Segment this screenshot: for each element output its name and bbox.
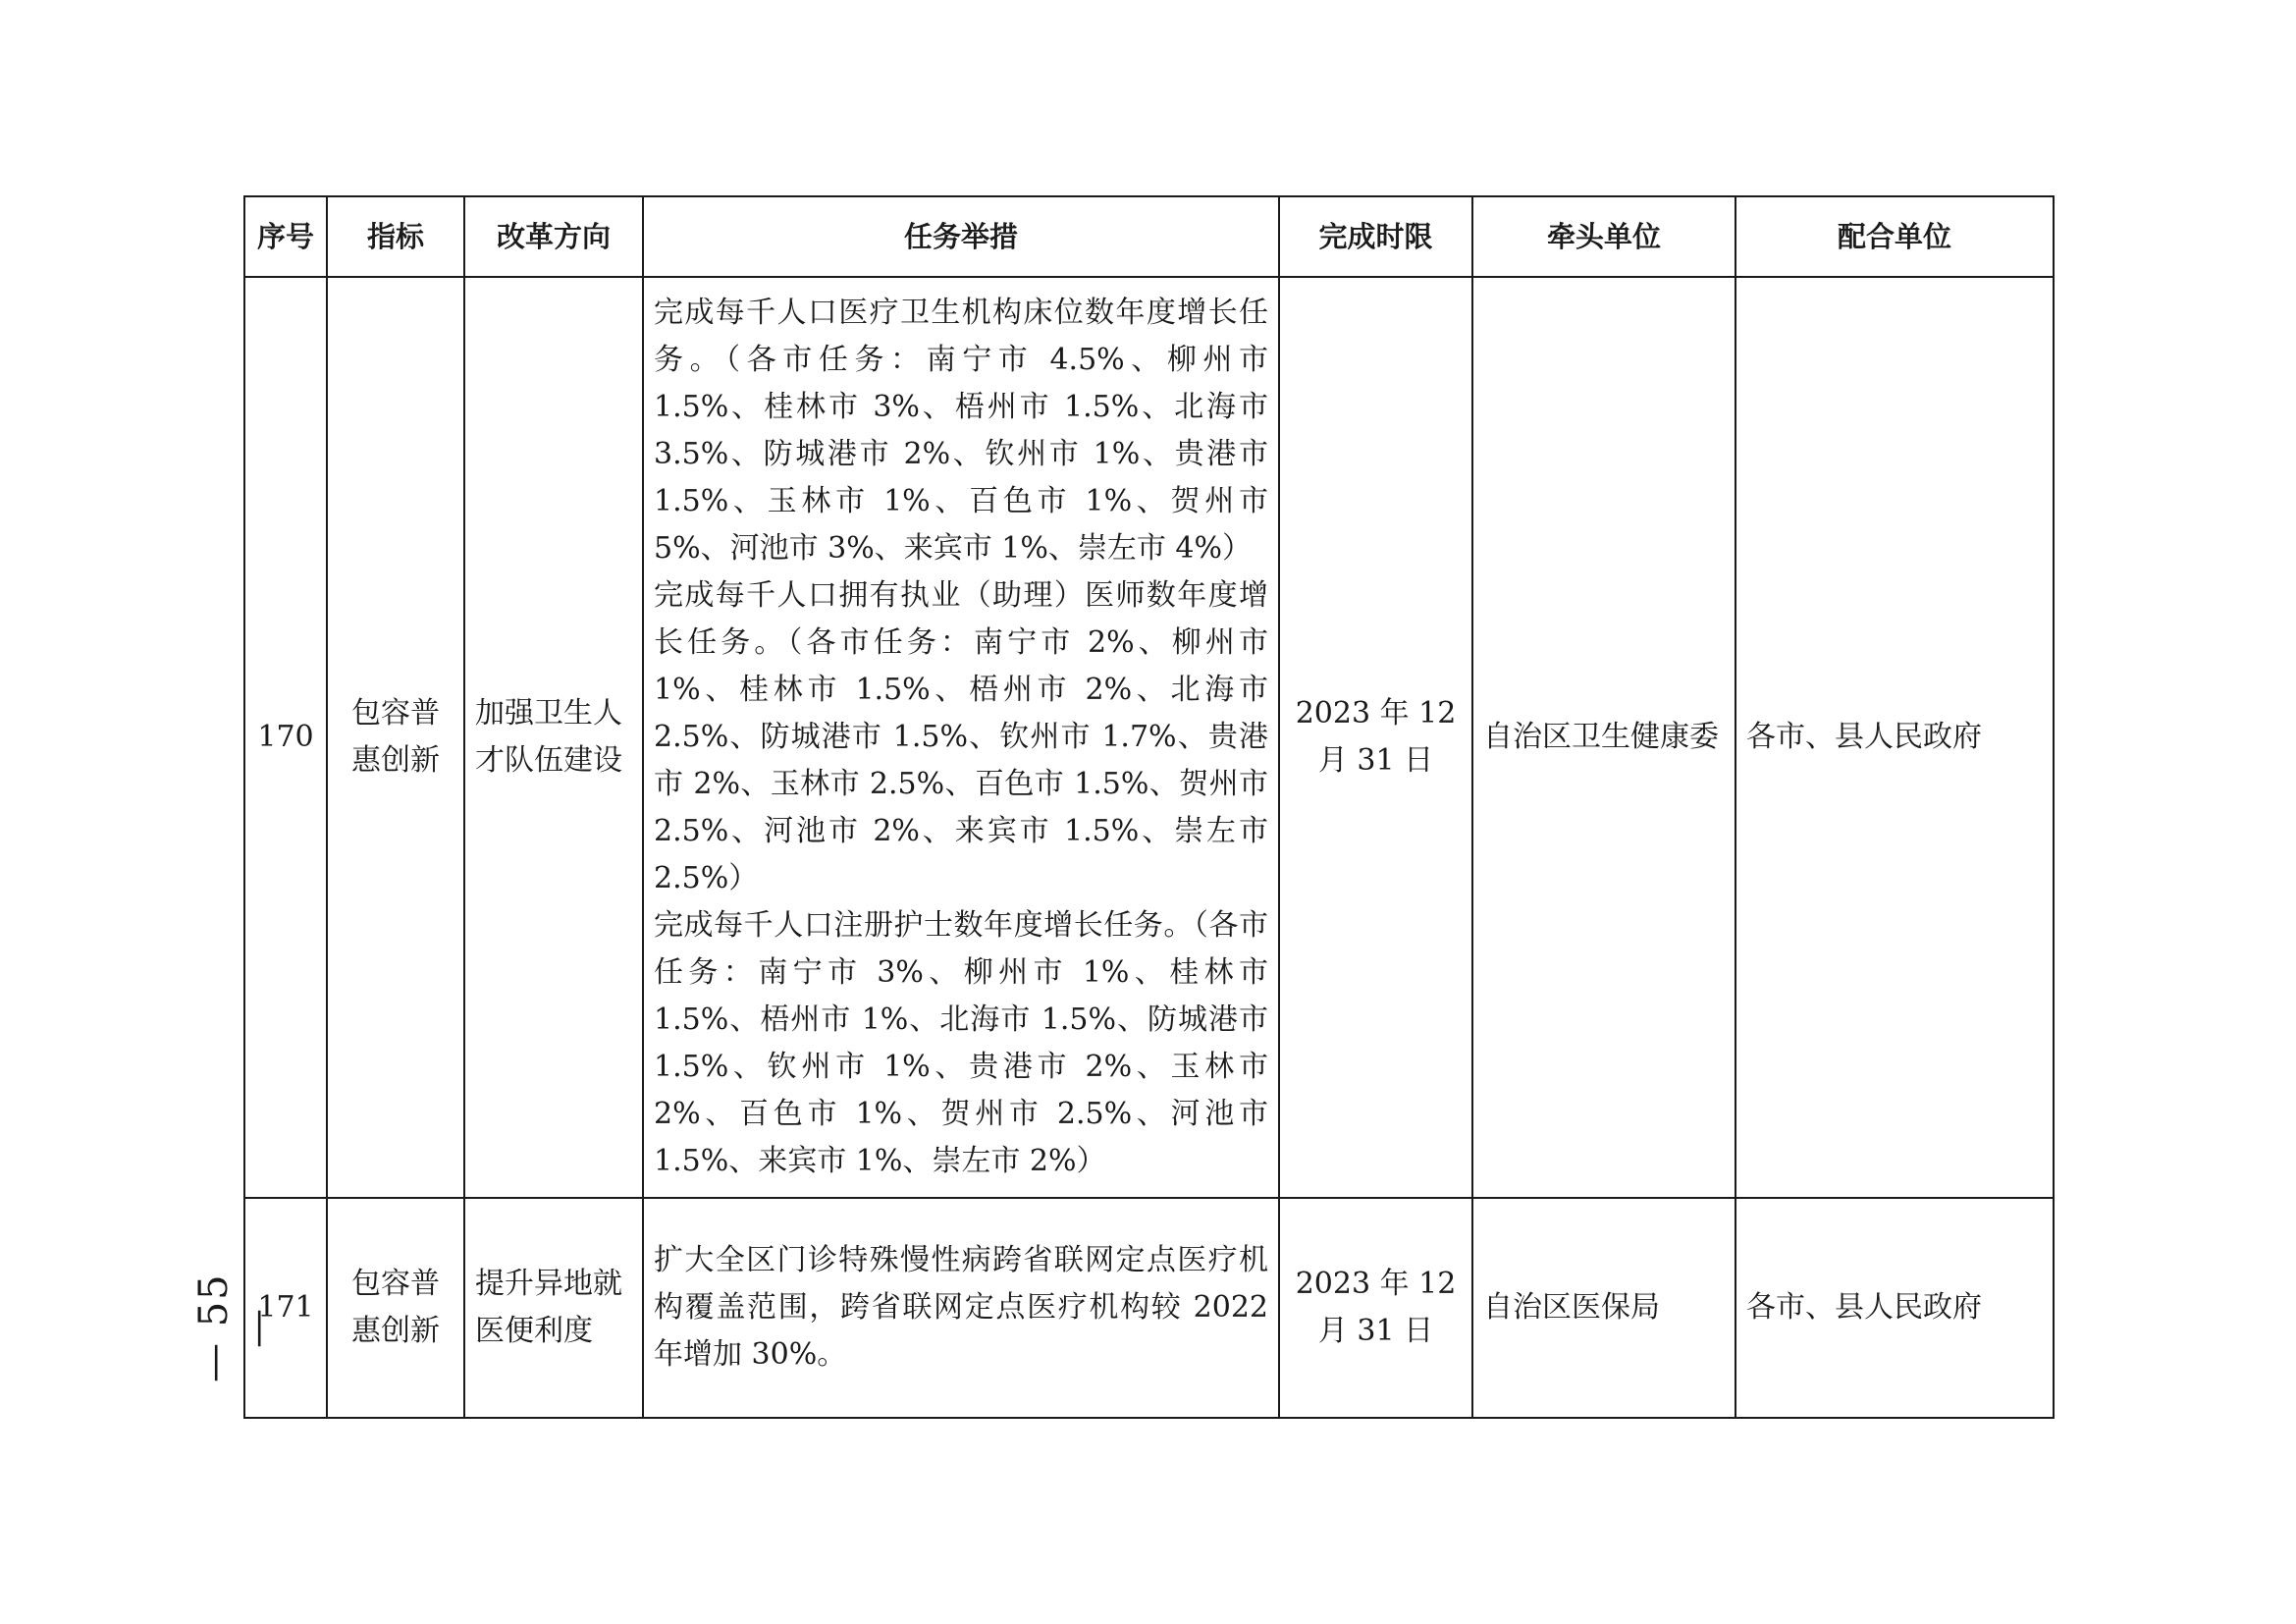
task-item: 完成每千人口注册护士数年度增长任务。（各市任务：南宁市 3%、柳州市 1%、桂林市 1.5%、梧州市 1%、北海市 1.5%、防城港市 1.5%、钦州市 1%、贵港市 2%、玉林市 2%、百色市 1%、贺州市 2.5%、河池市 1.5%、来宾市 1%、崇左市 2%）	[654, 908, 1268, 1178]
header-tasks: 任务举措	[643, 196, 1279, 277]
row-number: 171	[244, 1198, 327, 1418]
header-deadline: 完成时限	[1279, 196, 1472, 277]
table-row	[244, 1198, 2054, 1418]
task-item: 扩大全区门诊特殊慢性病跨省联网定点医疗机构覆盖范围，跨省联网定点医疗机构较 2022 年增加 30%。	[654, 1243, 1268, 1372]
row-partner-unit: 各市、县人民政府	[1735, 1198, 2054, 1418]
row-tasks	[643, 277, 1279, 1198]
row-number: 170	[244, 277, 327, 1198]
header-partner-unit: 配合单位	[1735, 196, 2054, 277]
row-partner-unit: 各市、县人民政府	[1735, 277, 2054, 1198]
row-deadline: 2023 年 12 月 31 日	[1279, 1198, 1472, 1418]
header-lead-unit: 牵头单位	[1472, 196, 1735, 277]
row-direction: 加强卫生人才队伍建设	[464, 277, 643, 1198]
task-table	[243, 195, 2055, 1419]
table-header-row	[244, 196, 2054, 277]
task-item: 完成每千人口拥有执业（助理）医师数年度增长任务。（各市任务：南宁市 2%、柳州市 1%、桂林市 1.5%、梧州市 2%、北海市 2.5%、防城港市 1.5%、钦州市 1.7%、贵港市 2%、玉林市 2.5%、百色市 1.5%、贺州市 2.5%、河池市 2%、来宾市 1.5%、崇左市 2.5%）	[654, 578, 1268, 895]
row-indicator: 包容普惠创新	[327, 1198, 464, 1418]
header-direction: 改革方向	[464, 196, 643, 277]
table-row	[244, 277, 2054, 1198]
header-indicator: 指标	[327, 196, 464, 277]
header-number: 序号	[244, 196, 327, 277]
row-lead-unit: 自治区卫生健康委	[1472, 277, 1735, 1198]
row-deadline: 2023 年 12 月 31 日	[1279, 277, 1472, 1198]
page-number: — 55 —	[191, 1272, 280, 1382]
row-lead-unit: 自治区医保局	[1472, 1198, 1735, 1418]
row-indicator: 包容普惠创新	[327, 277, 464, 1198]
task-item: 完成每千人口医疗卫生机构床位数年度增长任务。（各市任务：南宁市 4.5%、柳州市 1.5%、桂林市 3%、梧州市 1.5%、北海市 3.5%、防城港市 2%、钦州市 1%、贵港市 1.5%、玉林市 1%、百色市 1%、贺州市 5%、河池市 3%、来宾市 1%、崇左市 4%）	[654, 296, 1268, 566]
row-direction: 提升异地就医便利度	[464, 1198, 643, 1418]
row-tasks	[643, 1198, 1279, 1418]
